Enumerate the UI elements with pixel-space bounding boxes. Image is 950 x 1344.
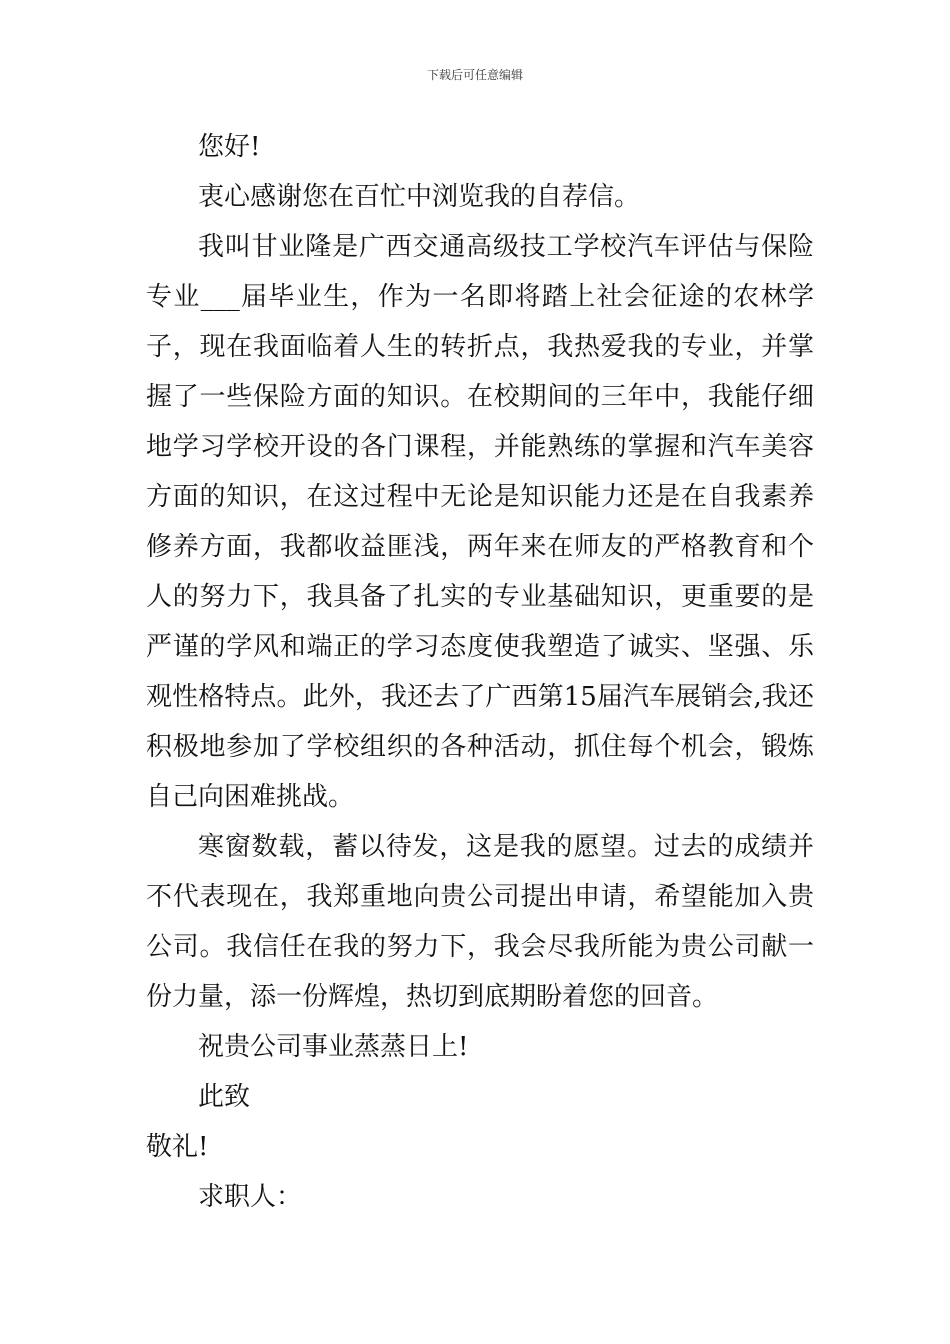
greeting: 您好! [198,132,261,162]
wish-paragraph: 寒窗数载，蓄以待发，这是我的愿望。过去的成绩并不代表现在，我郑重地向贵公司提出申请，希望能加入贵公司。我信任在我的努力下，我会尽我所能为贵公司献一份力量，添一份辉煌，热切到底期盼着您的回音。 [146,832,814,1012]
closing-line-1: 此致 [198,1082,251,1112]
blessing-line: 祝贵公司事业蒸蒸日上! [198,1032,469,1062]
page-header-note: 下载后可任意编辑 [426,68,523,82]
closing-line-2: 敬礼! [146,1132,209,1162]
signature-line: 求职人： [198,1182,303,1212]
intro-paragraph: 我叫甘业隆是广西交通高级技工学校汽车评估与保险专业___届毕业生，作为一名即将踏上社会征途的农林学子，现在我面临着人生的转折点，我热爱我的专业，并掌握了一些保险方面的知识。在校期间的三年中，我能仔细地学习学校开设的各门课程，并能熟练的掌握和汽车美容方面的知识，在这过程中无论是知识能力还是在自我素养修养方面，我都收益匪浅，两年来在师友的严格教育和个人的努力下，我具备了扎实的专业基础知识，更重要的是严谨的学风和端正的学习态度使我塑造了诚实、坚强、乐观性格特点。此外，我还去了广西第15届汽车展销会,我还积极地参加了学校组织的各种活动，抓住每个机会，锻炼自己向困难挑战。 [146,232,814,812]
letter-body [146,122,814,1222]
thanks-paragraph: 衷心感谢您在百忙中浏览我的自荐信。 [198,182,641,212]
